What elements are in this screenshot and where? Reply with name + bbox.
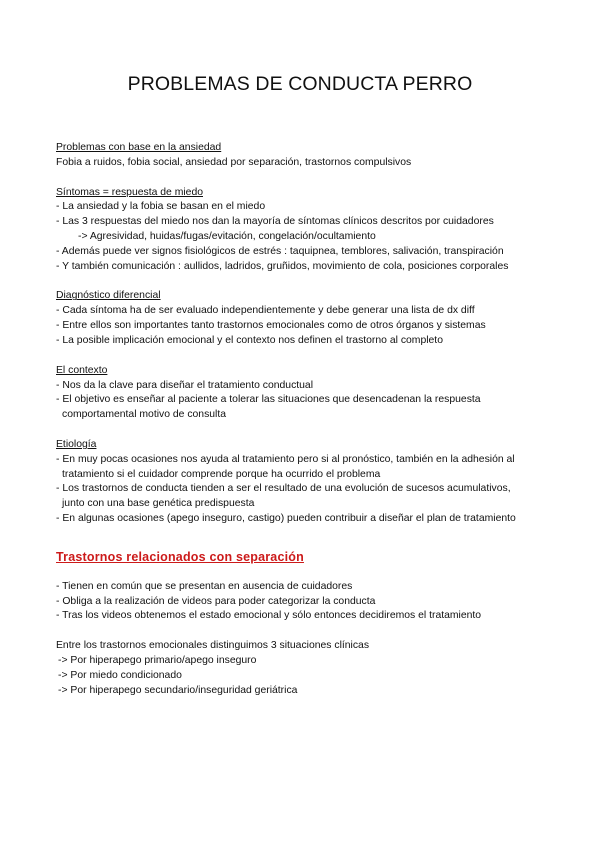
text-line: -> Agresividad, huidas/fugas/evitación, congelación/ocultamiento xyxy=(78,231,376,243)
text-line: comportamental motivo de consulta xyxy=(62,409,227,421)
section-title-separacion: Trastornos relacionados con separación xyxy=(56,549,304,564)
list-item: -> Por hiperapego primario/apego inseguro xyxy=(58,655,257,666)
section-etiologia xyxy=(56,438,556,527)
text-line: Entre los trastornos emocionales distinguimos 3 situaciones clínicas xyxy=(56,640,370,652)
section-separacion xyxy=(56,549,556,699)
text-line: Fobia a ruidos, fobia social, ansiedad por separación, trastornos compulsivos xyxy=(56,156,412,168)
document-body xyxy=(56,141,556,699)
text-line: - En algunas ocasiones (apego inseguro, castigo) pueden contribuir a diseñar el plan de tratamiento xyxy=(56,513,516,525)
section-heading: Síntomas = respuesta de miedo xyxy=(56,186,203,198)
text-line: - Los trastornos de conducta tienden a ser el resultado de una evolución de sucesos acumulativos, xyxy=(56,483,511,495)
section-contexto xyxy=(56,364,556,423)
section-sintomas xyxy=(56,186,556,275)
text-line: - Las 3 respuestas del miedo nos dan la mayoría de síntomas clínicos descritos por cuidadores xyxy=(56,216,494,228)
text-line: - Tienen en común que se presentan en ausencia de cuidadores xyxy=(56,580,353,592)
section-heading: El contexto xyxy=(56,364,108,376)
text-line: junto con una base genética predispuesta xyxy=(62,498,255,510)
page-title: PROBLEMAS DE CONDUCTA PERRO xyxy=(127,73,473,95)
text-line: - Cada síntoma ha de ser evaluado independientemente y debe generar una lista de dx diff xyxy=(56,305,475,317)
text-line: - La posible implicación emocional y el contexto nos definen el trastorno al completo xyxy=(56,334,443,346)
text-line: - Entre ellos son importantes tanto trastornos emocionales como de otros órganos y sistemas xyxy=(56,320,486,332)
text-line: - Además puede ver signos fisiológicos de estrés : taquipnea, temblores, salivación, transpiración xyxy=(56,245,504,257)
section-heading: Diagnóstico diferencial xyxy=(56,290,161,302)
text-line: - La ansiedad y la fobia se basan en el miedo xyxy=(56,201,266,213)
text-line: - En muy pocas ocasiones nos ayuda al tratamiento pero si al pronóstico, también en la adhesión al xyxy=(56,453,515,465)
text-line: tratamiento si el cuidador comprende porque ha ocurrido el problema xyxy=(62,468,381,480)
text-line: - Obliga a la realización de videos para poder categorizar la conducta xyxy=(56,595,376,607)
section-heading: Etiología xyxy=(56,438,97,450)
list-item: -> Por hiperapego secundario/inseguridad geriátrica xyxy=(58,684,298,696)
text-line: - Nos da la clave para diseñar el tratamiento conductual xyxy=(56,379,314,391)
section-ansiedad xyxy=(56,141,556,171)
section-diagnostico xyxy=(56,289,556,348)
section-heading: Problemas con base en la ansiedad xyxy=(56,142,222,153)
list-item: -> Por miedo condicionado xyxy=(58,669,182,681)
text-line: - Tras los videos obtenemos el estado emocional y sólo entonces decidiremos el tratamiento xyxy=(56,610,482,622)
text-line: - El objetivo es enseñar al paciente a tolerar las situaciones que desencadenan la respuesta xyxy=(56,394,481,406)
text-line: - Y también comunicación : aullidos, ladridos, gruñidos, movimiento de cola, posiciones corporales xyxy=(56,260,509,272)
